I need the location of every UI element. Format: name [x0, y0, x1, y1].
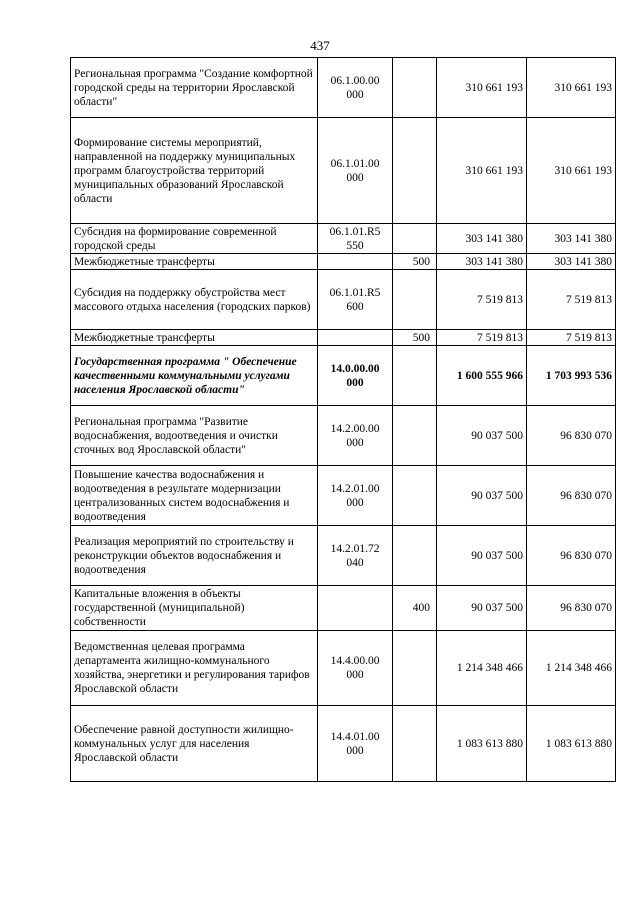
row-expense-type-cell: [393, 346, 437, 406]
row-expense-type-cell: [393, 58, 437, 118]
row-code-cell: 14.2.01.72 040: [318, 526, 393, 586]
row-amount-year2-cell: 1 083 613 880: [527, 706, 616, 782]
table-row: [71, 466, 616, 526]
row-amount-year2-cell: 310 661 193: [527, 118, 616, 224]
row-amount-year1-cell: 7 519 813: [437, 330, 527, 346]
row-amount-year1-cell: 303 141 380: [437, 254, 527, 270]
table-row: [71, 631, 616, 706]
row-name-cell: Субсидия на формирование современной городской среды: [71, 224, 318, 254]
row-expense-type-cell: [393, 631, 437, 706]
row-amount-year2-cell: 96 830 070: [527, 526, 616, 586]
row-name-cell: Субсидия на поддержку обустройства мест массового отдыха населения (городских парков): [71, 270, 318, 330]
table-row: [71, 254, 616, 270]
row-code-cell: [318, 586, 393, 631]
table-row: [71, 346, 616, 406]
row-expense-type-cell: 500: [393, 330, 437, 346]
row-code-cell: 06.1.01.00 000: [318, 118, 393, 224]
row-expense-type-cell: [393, 224, 437, 254]
row-amount-year2-cell: 96 830 070: [527, 406, 616, 466]
row-name-cell: Ведомственная целевая программа департамента жилищно-коммунального хозяйства, энергетики и регулирования тарифов Ярославской области: [71, 631, 318, 706]
table-row: [71, 224, 616, 254]
row-amount-year1-cell: 90 037 500: [437, 526, 527, 586]
row-code-cell: 06.1.00.00 000: [318, 58, 393, 118]
row-amount-year2-cell: 96 830 070: [527, 586, 616, 631]
row-expense-type-cell: 400: [393, 586, 437, 631]
row-amount-year2-cell: 1 214 348 466: [527, 631, 616, 706]
row-code-cell: 06.1.01.R5 600: [318, 270, 393, 330]
row-amount-year1-cell: 303 141 380: [437, 224, 527, 254]
row-amount-year2-cell: 303 141 380: [527, 254, 616, 270]
row-amount-year2-cell: 303 141 380: [527, 224, 616, 254]
row-amount-year1-cell: 90 037 500: [437, 466, 527, 526]
row-amount-year2-cell: 7 519 813: [527, 330, 616, 346]
row-expense-type-cell: [393, 706, 437, 782]
row-code-cell: 14.2.01.00 000: [318, 466, 393, 526]
page-number: 437: [310, 38, 330, 53]
table-row: [71, 406, 616, 466]
row-code-cell: 06.1.01.R5 550: [318, 224, 393, 254]
row-code-cell: [318, 254, 393, 270]
row-name-cell: Обеспечение равной доступности жилищно-коммунальных услуг для населения Ярославской области: [71, 706, 318, 782]
row-amount-year1-cell: 1 214 348 466: [437, 631, 527, 706]
row-name-cell: Региональная программа "Создание комфортной городской среды на территории Ярославской области": [71, 58, 318, 118]
row-amount-year2-cell: 310 661 193: [527, 58, 616, 118]
row-name-cell: Реализация мероприятий по строительству и реконструкции объектов водоснабжения и водоотведения: [71, 526, 318, 586]
row-amount-year2-cell: 7 519 813: [527, 270, 616, 330]
row-expense-type-cell: [393, 526, 437, 586]
row-expense-type-cell: [393, 270, 437, 330]
row-amount-year1-cell: 90 037 500: [437, 586, 527, 631]
row-name-cell: Региональная программа "Развитие водоснабжения, водоотведения и очистки сточных вод Ярославской области": [71, 406, 318, 466]
table-row: [71, 526, 616, 586]
table-row: [71, 118, 616, 224]
table-row: [71, 706, 616, 782]
row-expense-type-cell: [393, 118, 437, 224]
row-name-cell: Формирование системы мероприятий, направленной на поддержку муниципальных программ благоустройства территорий муниципальных образований Ярославской области: [71, 118, 318, 224]
table-row: [71, 330, 616, 346]
row-amount-year1-cell: 1 083 613 880: [437, 706, 527, 782]
row-code-cell: 14.4.01.00 000: [318, 706, 393, 782]
row-name-cell: Межбюджетные трансферты: [71, 330, 318, 346]
table-row: [71, 586, 616, 631]
row-amount-year1-cell: 90 037 500: [437, 406, 527, 466]
row-name-cell: Государственная программа " Обеспечение качественными коммунальными услугами населения Ярославской области": [71, 346, 318, 406]
row-amount-year2-cell: 96 830 070: [527, 466, 616, 526]
row-expense-type-cell: 500: [393, 254, 437, 270]
row-amount-year1-cell: 310 661 193: [437, 58, 527, 118]
row-name-cell: Капитальные вложения в объекты государственной (муниципальной) собственности: [71, 586, 318, 631]
row-amount-year1-cell: 1 600 555 966: [437, 346, 527, 406]
table-row: [71, 58, 616, 118]
row-expense-type-cell: [393, 466, 437, 526]
row-name-cell: Повышение качества водоснабжения и водоотведения в результате модернизации централизованных систем водоснабжения и водоотведения: [71, 466, 318, 526]
row-amount-year1-cell: 7 519 813: [437, 270, 527, 330]
row-name-cell: Межбюджетные трансферты: [71, 254, 318, 270]
row-code-cell: [318, 330, 393, 346]
row-code-cell: 14.4.00.00 000: [318, 631, 393, 706]
row-amount-year2-cell: 1 703 993 536: [527, 346, 616, 406]
row-code-cell: 14.2.00.00 000: [318, 406, 393, 466]
row-code-cell: 14.0.00.00 000: [318, 346, 393, 406]
budget-table: [70, 57, 616, 782]
row-expense-type-cell: [393, 406, 437, 466]
table-row: [71, 270, 616, 330]
row-amount-year1-cell: 310 661 193: [437, 118, 527, 224]
